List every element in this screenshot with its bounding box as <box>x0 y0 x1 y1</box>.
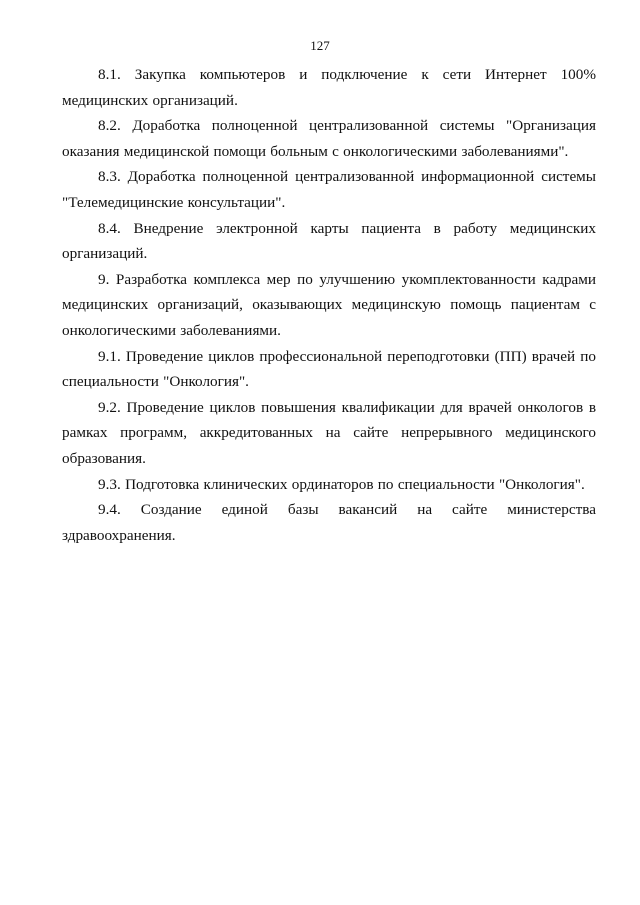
paragraph-9-1: 9.1. Проведение циклов профессиональной переподготовки (ПП) врачей по специальности "Онкология". <box>62 347 596 391</box>
paragraph-9-3: 9.3. Подготовка клинических ординаторов по специальности "Онкология". <box>98 475 585 493</box>
paragraph-9-4: 9.4. Создание единой базы вакансий на сайте министерства здравоохранения. <box>62 501 596 544</box>
paragraph-8-2: 8.2. Доработка полноценной централизованной системы "Организация оказания медицинской помощи больным с онкологическими заболеваниями". <box>62 117 596 160</box>
paragraph-8-4: 8.4. Внедрение электронной карты пациента в работу медицинских организаций. <box>62 219 596 263</box>
document-body <box>62 62 596 548</box>
paragraph-8-1: 8.1. Закупка компьютеров и подключение к сети Интернет 100% медицинских организаций. <box>62 66 596 109</box>
paragraph-8-3: 8.3. Доработка полноценной централизованной информационной системы "Телемедицинские консультации". <box>62 168 596 211</box>
paragraph-9: 9. Разработка комплекса мер по улучшению укомплектованности кадрами медицинских организаций, оказывающих медицинскую помощь пациентам с онкологическими заболеваниями. <box>62 270 596 339</box>
paragraph-9-2: 9.2. Проведение циклов повышения квалификации для врачей онкологов в рамках программ, аккредитованных на сайте непрерывного медицинского образования. <box>62 398 596 467</box>
page-number: 127 <box>310 38 330 53</box>
